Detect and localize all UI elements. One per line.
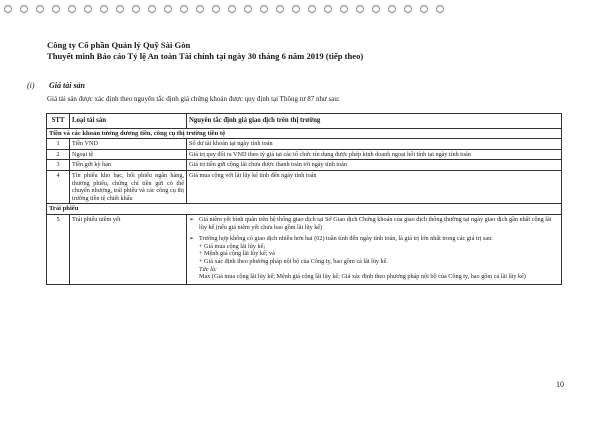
note-label: Tức là:	[199, 265, 217, 273]
binder-hole-icon	[324, 5, 332, 13]
section-number: (i)	[27, 81, 35, 90]
binder-hole-icon	[196, 5, 204, 13]
header-asset-type: Loại tài sản	[70, 114, 187, 129]
binder-hole-icon	[164, 5, 172, 13]
arrow-bullet-icon: ➢	[189, 215, 195, 223]
header-stt: STT	[47, 114, 70, 129]
group-label-cash: Tiền và các khoản tương đương tiền, công cụ thị trường tiền tệ	[47, 128, 562, 139]
binder-hole-icon	[388, 5, 396, 13]
table-row	[47, 139, 562, 150]
cell-asset-type: Tín phiếu kho bạc, hối phiếu ngân hàng, thương phiếu, chứng chỉ tiền gửi có thể chuyển nhượng, trái phiếu và các công cụ thị trường tiền tệ chiết khấu	[70, 170, 187, 203]
page-number: 10	[556, 380, 564, 389]
rule-text: Trường hợp không có giao dịch nhiều hơn hai (02) tuần tính đến ngày tính toán, là giá trị lớn nhất trong các giá trị sau:	[199, 235, 493, 243]
binder-hole-icon	[420, 5, 428, 13]
group-row	[47, 204, 562, 215]
cell-valuation-rule: Giá trị quy đổi ra VND theo tỷ giá tại các tổ chức tín dụng được phép kinh doanh ngoại hối tính tại ngày tính toán	[187, 149, 562, 160]
binder-hole-icon	[308, 5, 316, 13]
binder-hole-icon	[212, 5, 220, 13]
group-label-bonds: Trái phiếu	[47, 204, 562, 215]
cell-stt: 3	[47, 160, 70, 171]
cell-asset-type: Trái phiếu niêm yết	[70, 214, 187, 284]
rule-text: Giá niêm yết bình quân trên hệ thống giao dịch tại Sở Giao dịch Chứng khoán của giao dịch thông thường tại ngày giao dịch gần nhất cộng lãi lũy kế (nếu giá niêm yết chưa bao gồm lãi lũy kế)	[199, 215, 552, 231]
report-title: Thuyết minh Báo cáo Tỷ lệ An toàn Tài chính tại ngày 30 tháng 6 năm 2019 (tiếp theo)	[47, 51, 364, 61]
cell-valuation-rule	[187, 214, 562, 284]
binder-hole-icon	[148, 5, 156, 13]
note-text: Max (Giá mua cộng lãi lũy kế; Mệnh giá cộng lãi lũy kế; Giá xác định theo phương pháp nội bộ của Công ty, bao gồm cả lãi lũy kế)	[199, 273, 526, 281]
arrow-bullet-icon: ➢	[189, 235, 195, 243]
sub-item: + Giá xác định theo phương pháp nội bộ của Công ty, bao gồm cả lãi lũy kế.	[199, 257, 388, 265]
cell-asset-type: Tiền gửi kỳ hạn	[70, 160, 187, 171]
table-row	[47, 170, 562, 203]
binder-hole-icon	[292, 5, 300, 13]
cell-stt: 5	[47, 214, 70, 284]
binder-hole-icon	[116, 5, 124, 13]
cell-asset-type: Tiền VND	[70, 139, 187, 150]
cell-asset-type: Ngoại tệ	[70, 149, 187, 160]
cell-stt: 4	[47, 170, 70, 203]
document-header	[47, 40, 363, 62]
binder-hole-icon	[356, 5, 364, 13]
binder-hole-icon	[132, 5, 140, 13]
table-row	[47, 214, 562, 284]
valuation-table	[46, 113, 562, 285]
company-name: Công ty Cổ phần Quản lý Quỹ Sài Gòn	[47, 40, 191, 50]
section-heading	[27, 81, 85, 90]
binder-hole-icon	[84, 5, 92, 13]
rule-bullet	[189, 235, 559, 243]
header-valuation-rule: Nguyên tắc định giá giao dịch trên thị trường	[187, 114, 562, 129]
binder-hole-icon	[180, 5, 188, 13]
cell-stt: 2	[47, 149, 70, 160]
group-row	[47, 128, 562, 139]
rule-bullet	[189, 216, 559, 231]
binder-hole-icon	[20, 5, 28, 13]
binder-hole-icon	[436, 5, 444, 13]
sub-item: + Mệnh giá cộng lãi lũy kế; và	[199, 250, 275, 258]
intro-text: Giá tài sản được xác định theo nguyên tắc định giá chứng khoán được quy định tại Thông tư 87 như sau:	[47, 95, 340, 103]
binder-hole-icon	[52, 5, 60, 13]
binder-hole-icon	[276, 5, 284, 13]
binder-hole-icon	[228, 5, 236, 13]
binder-hole-icon	[404, 5, 412, 13]
binder-hole-icon	[36, 5, 44, 13]
table-header-row	[47, 114, 562, 129]
table-row	[47, 160, 562, 171]
binder-hole-icon	[4, 5, 12, 13]
table-row	[47, 149, 562, 160]
cell-valuation-rule: Giá mua cộng với lãi lũy kế tính đến ngày tính toán	[187, 170, 562, 203]
binder-hole-icon	[100, 5, 108, 13]
cell-valuation-rule: Giá trị tiền gửi cộng lãi chưa được thanh toán tới ngày tính toán	[187, 160, 562, 171]
section-title: Giá tài sản	[49, 81, 86, 90]
binder-hole-icon	[68, 5, 76, 13]
binder-hole-icon	[244, 5, 252, 13]
binder-hole-icon	[372, 5, 380, 13]
cell-valuation-rule: Số dư tài khoản tại ngày tính toán	[187, 139, 562, 150]
sub-item: + Giá mua cộng lãi lũy kế;	[199, 242, 266, 250]
binder-hole-icon	[260, 5, 268, 13]
cell-stt: 1	[47, 139, 70, 150]
binder-hole-icon	[340, 5, 348, 13]
binder-holes	[0, 5, 600, 15]
